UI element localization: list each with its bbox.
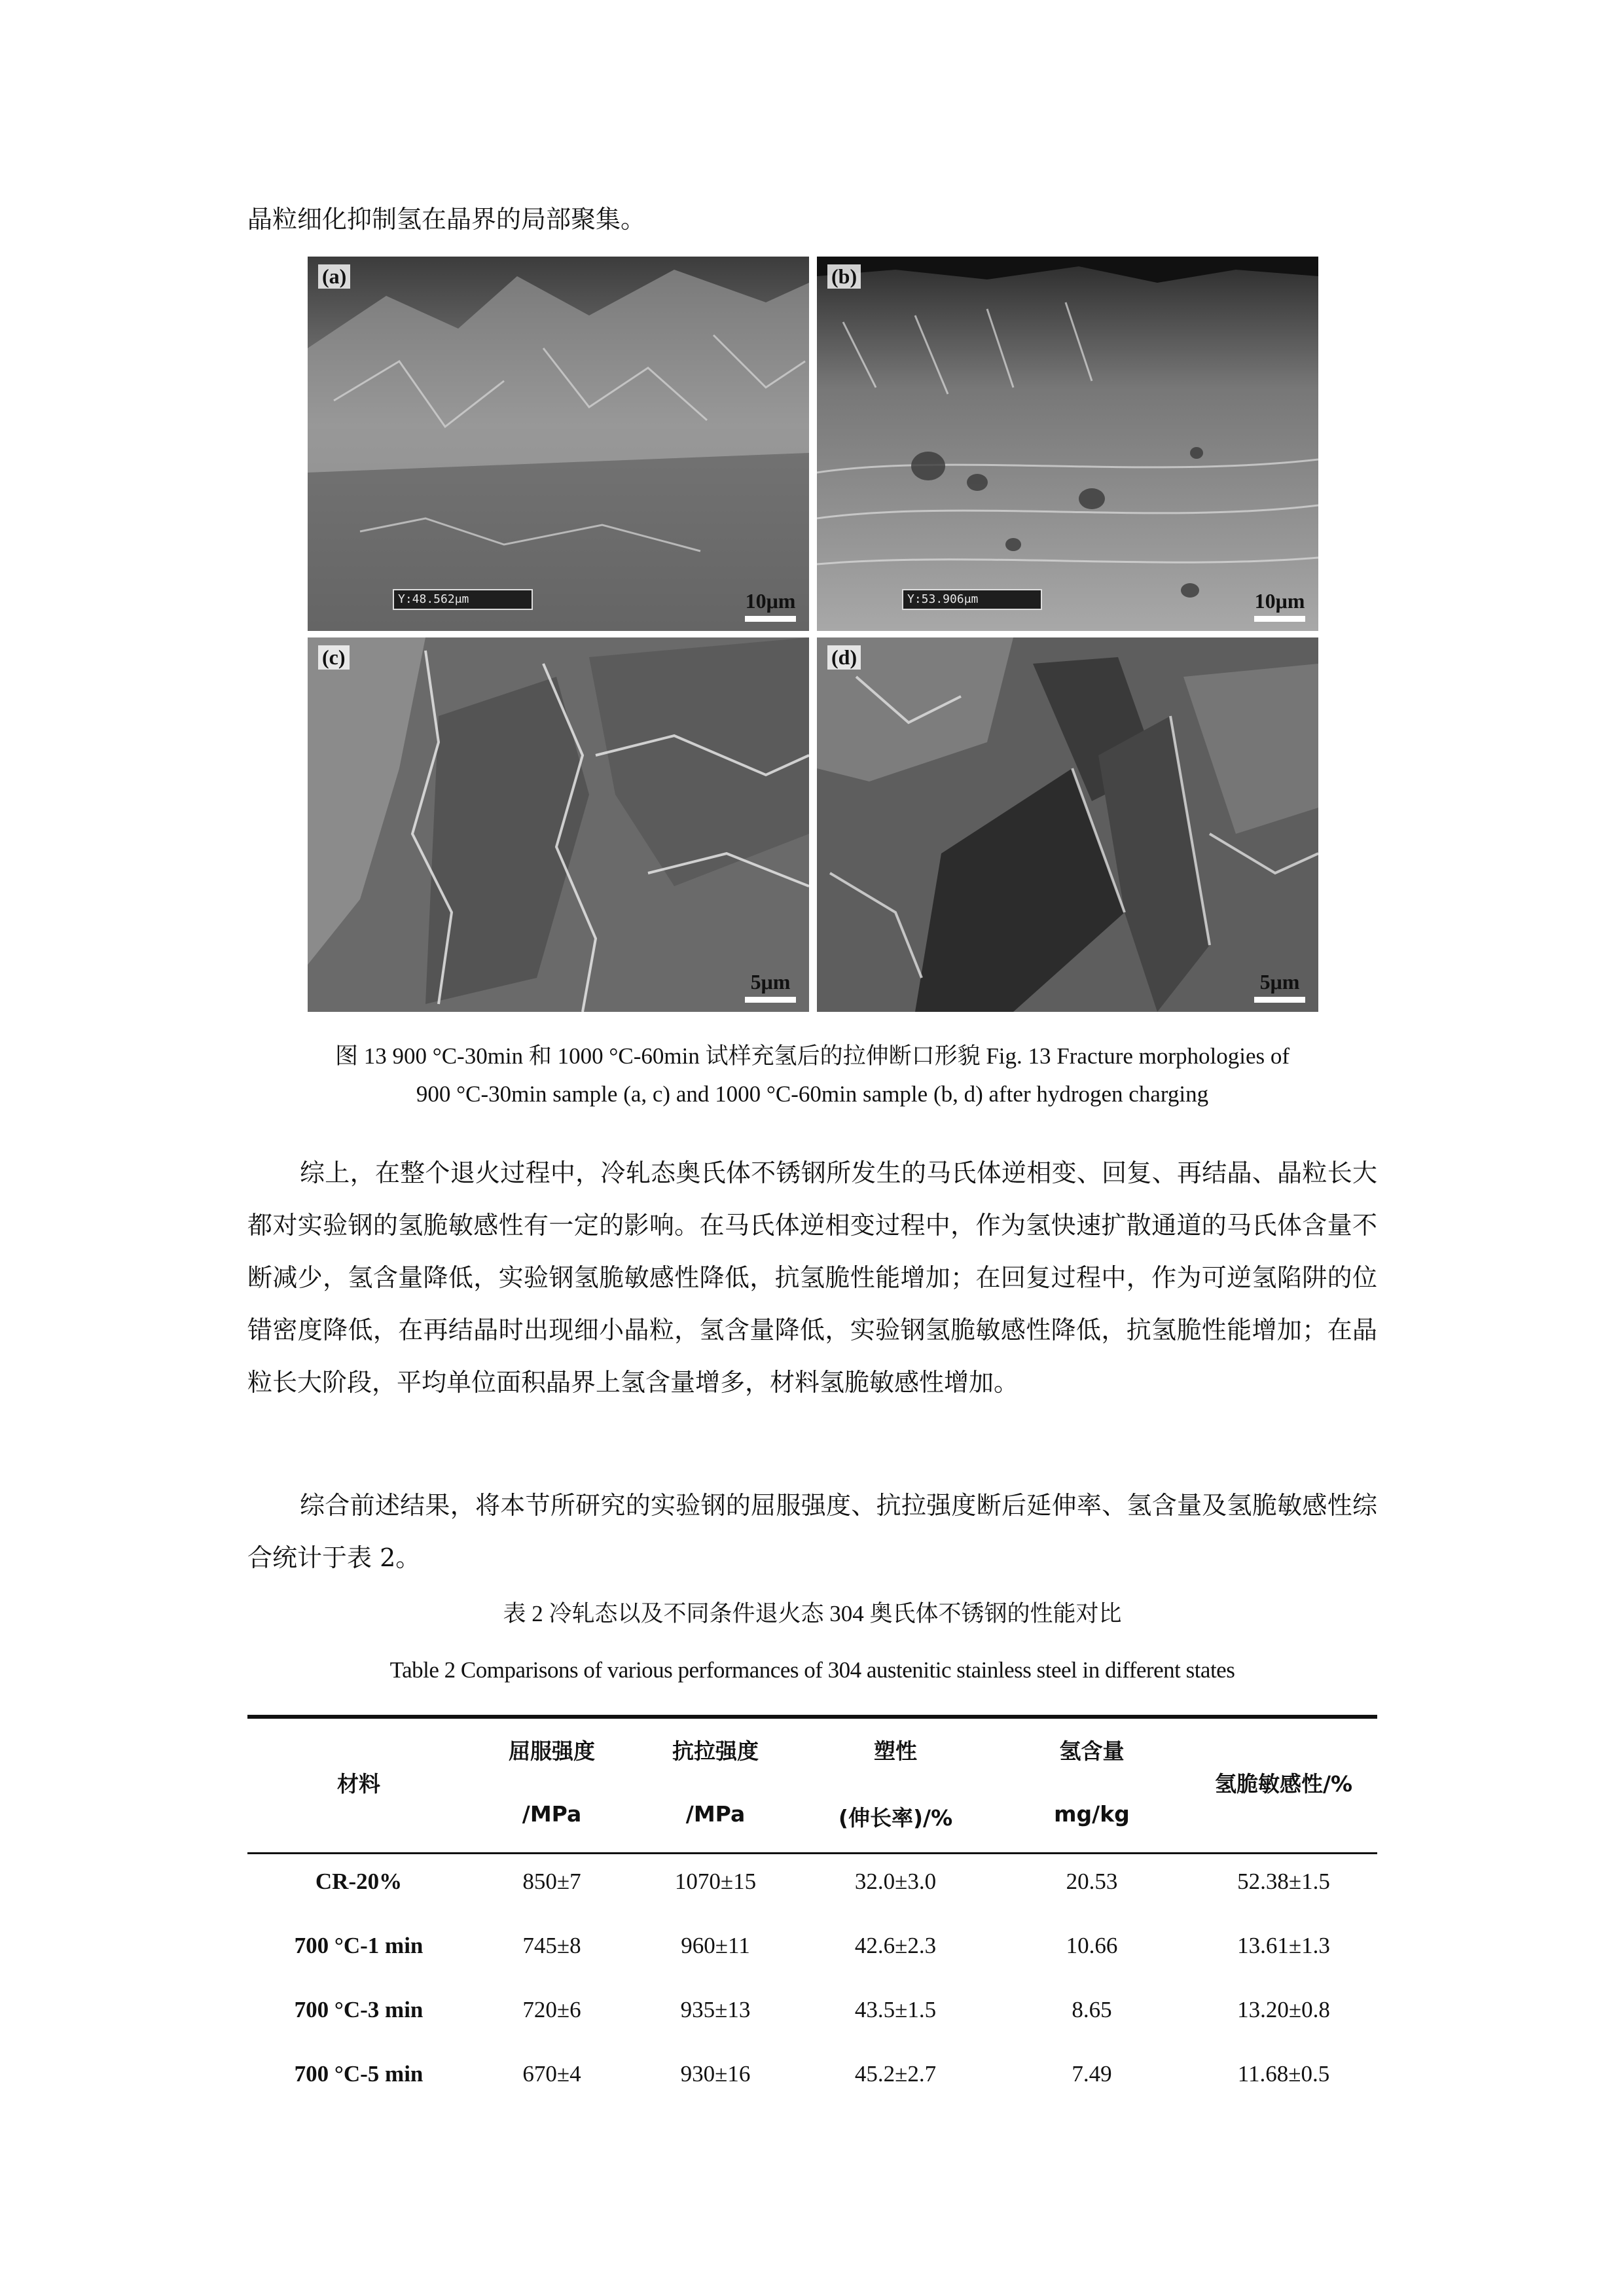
cell-hydrogen: 7.49 (1072, 2061, 1112, 2087)
cell-plasticity: 45.2±2.7 (854, 2061, 937, 2087)
figure-caption: 900 °C-30min sample (a, c) and 1000 °C-60min sample (b, d) after hydrogen charging (416, 1081, 1209, 1107)
cell-yield: 720±6 (522, 1997, 581, 2022)
fracture-image-a (308, 257, 809, 631)
header-material: 材料 (337, 1771, 380, 1797)
cell-embrittlement: 13.20±0.8 (1237, 1997, 1330, 2022)
cell-tensile: 1070±15 (674, 1869, 757, 1894)
panel-label: (c) (318, 645, 350, 670)
cell-hydrogen: 8.65 (1072, 1997, 1112, 2022)
measure-readout: Y:48.562μm (393, 589, 533, 610)
body-paragraph: 综合前述结果，将本节所研究的实验钢的屈服强度、抗拉强度断后延伸率、氢含量及氢脆敏感性综合统计于表 2。 (247, 1491, 1377, 1572)
header-hydrogen: 氢含量 (1059, 1738, 1125, 1764)
cell-embrittlement: 11.68±0.5 (1237, 2061, 1330, 2087)
sem-panel-d (817, 637, 1318, 1012)
cell-yield: 670±4 (522, 2061, 581, 2087)
fracture-image-c (308, 637, 809, 1012)
table-header-rule (247, 1852, 1377, 1854)
header-plasticity: 塑性 (874, 1738, 917, 1764)
panel-label: (a) (318, 264, 350, 289)
cell-hydrogen: 20.53 (1066, 1869, 1118, 1894)
scale-bar: 10μm (1254, 589, 1305, 622)
cell-plasticity: 43.5±1.5 (854, 1997, 937, 2022)
cell-material: 700 °C-5 min (294, 2061, 424, 2087)
cell-material: CR-20% (315, 1869, 403, 1894)
header-tensile-unit: /MPa (685, 1801, 746, 1827)
cell-material: 700 °C-3 min (294, 1997, 424, 2022)
figure-caption: 图 13 900 °C-30min 和 1000 °C-60min 试样充氢后的拉伸断口形貌 Fig. 13 Fracture morphologies of (334, 1043, 1290, 1069)
cell-tensile: 960±11 (681, 1933, 750, 1958)
cell-embrittlement: 13.61±1.3 (1237, 1933, 1330, 1958)
cell-tensile: 935±13 (680, 1997, 751, 2022)
measure-readout: Y:53.906μm (902, 589, 1042, 610)
cell-hydrogen: 10.66 (1066, 1933, 1118, 1958)
sem-panel-c (308, 637, 809, 1012)
cell-plasticity: 42.6±2.3 (854, 1933, 937, 1958)
table-title: 表 2 冷轧态以及不同条件退火态 304 奥氏体不锈钢的性能对比 (503, 1601, 1122, 1626)
cell-yield: 850±7 (522, 1869, 581, 1894)
cell-yield: 745±8 (522, 1933, 581, 1958)
scale-bar: 5μm (1254, 970, 1305, 1003)
fracture-image-d (817, 637, 1318, 1012)
table-top-rule (247, 1715, 1377, 1719)
cell-embrittlement: 52.38±1.5 (1237, 1869, 1330, 1894)
scale-bar: 10μm (745, 589, 796, 622)
panel-label: (b) (827, 264, 861, 289)
header-embrittlement: 氢脆敏感性/% (1214, 1771, 1353, 1797)
header-plasticity-unit: (伸长率)/% (838, 1805, 953, 1831)
paragraph-fragment: 晶粒细化抑制氢在晶界的局部聚集。 (247, 205, 646, 234)
table-title-english: Table 2 Comparisons of various performances of 304 austenitic stainless steel in different states (389, 1657, 1235, 1683)
cell-tensile: 930±16 (680, 2061, 751, 2087)
sem-panel-a (308, 257, 809, 631)
header-hydrogen-unit: mg/kg (1054, 1801, 1130, 1827)
header-tensile: 抗拉强度 (672, 1738, 759, 1764)
header-yield: 屈服强度 (509, 1738, 595, 1764)
fracture-image-b (817, 257, 1318, 631)
cell-plasticity: 32.0±3.0 (854, 1869, 937, 1894)
sem-panel-b (817, 257, 1318, 631)
cell-material: 700 °C-1 min (294, 1933, 424, 1958)
panel-label: (d) (827, 645, 861, 670)
header-yield-unit: /MPa (522, 1801, 582, 1827)
body-paragraph: 综上，在整个退火过程中，冷轧态奥氏体不锈钢所发生的马氏体逆相变、回复、再结晶、晶粒长大都对实验钢的氢脆敏感性有一定的影响。在马氏体逆相变过程中，作为氢快速扩散通道的马氏体含量不断减少，氢含量降低，实验钢氢脆敏感性降低，抗氢脆性能增加；在回复过程中，作为可逆氢陷阱的位错密度降低，在再结晶时出现细小晶粒，氢含量降低，实验钢氢脆敏感性降低，抗氢脆性能增加；在晶粒长大阶段，平均单位面积晶界上氢含量增多，材料氢脆敏感性增加。 (247, 1158, 1377, 1397)
scale-bar: 5μm (745, 970, 796, 1003)
